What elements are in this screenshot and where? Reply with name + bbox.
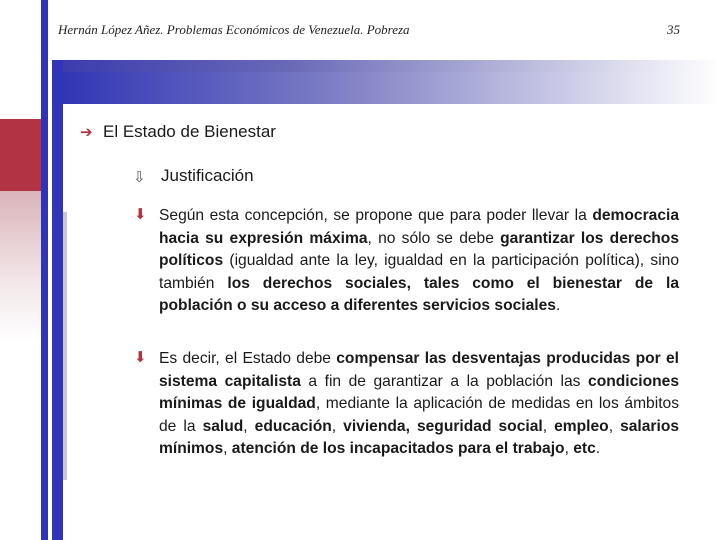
paragraph-run: Es decir, el Estado debe (159, 350, 337, 367)
paragraph-run: los derechos sociales, tales como el bienestar de la población o su acceso a diferentes servicios sociales (159, 274, 679, 314)
paragraph-run: , (331, 417, 344, 435)
section-heading: El Estado de Bienestar (103, 122, 276, 141)
left-white-stripe (48, 0, 52, 540)
paragraph-run: salud (202, 417, 244, 435)
subsection-heading: Justificación (161, 166, 254, 185)
paragraph-run: etc (573, 440, 596, 457)
left-blue-bar (41, 0, 63, 540)
down-arrow-icon: ⬇ (134, 349, 147, 366)
down-arrow-outline-icon: ⇩ (133, 169, 146, 186)
header-title: Hernán López Añez. Problemas Económicos de Venezuela. Pobreza (58, 22, 410, 37)
paragraph-run: vivienda, seguridad social (343, 417, 543, 435)
paragraph-run: Según esta concepción, se propone que para poder llevar la (159, 207, 593, 224)
paragraph-run: a fin de garantizar a la población las (300, 372, 589, 390)
down-arrow-icon: ⬇ (134, 206, 147, 223)
paragraph-run: , (564, 440, 574, 457)
paragraph-run: compensar las desventajas producidas por el sistema capitalista (159, 350, 679, 390)
paragraph-run: (igualdad ante la ley, igualdad en la participación política), sino también (159, 252, 679, 292)
paragraph-run: condiciones mínimas de igualdad (159, 372, 679, 412)
paragraph-run: . (595, 440, 601, 457)
paragraph-run: . (555, 297, 561, 314)
paragraph-2 (159, 348, 679, 461)
right-arrow-icon: ➔ (80, 124, 93, 141)
paragraph-run: , (608, 417, 621, 435)
content-gray-rule (63, 212, 67, 480)
paragraph-run: democracia hacia su expresión máxima (159, 207, 679, 247)
page-number: 35 (667, 22, 680, 37)
paragraph-run: salarios mínimos (159, 417, 680, 457)
paragraph-run: , (223, 440, 232, 457)
paragraph-run: empleo (554, 417, 609, 435)
paragraph-run: , mediante la aplicación de medidas en los ámbitos de la (159, 395, 679, 435)
left-red-fade-block (0, 191, 41, 341)
paragraph-run: , no sólo se debe (367, 229, 501, 247)
left-red-block (0, 119, 41, 191)
header-gradient-lower-band (63, 72, 720, 104)
paragraph-run: , (243, 417, 255, 435)
paragraph-run: educación (254, 417, 332, 435)
paragraph-run: , (542, 417, 555, 435)
paragraph-run: atención de los incapacitados para el trabajo (231, 440, 565, 457)
paragraph-run: garantizar los derechos políticos (159, 229, 679, 269)
paragraph-1 (159, 205, 679, 318)
